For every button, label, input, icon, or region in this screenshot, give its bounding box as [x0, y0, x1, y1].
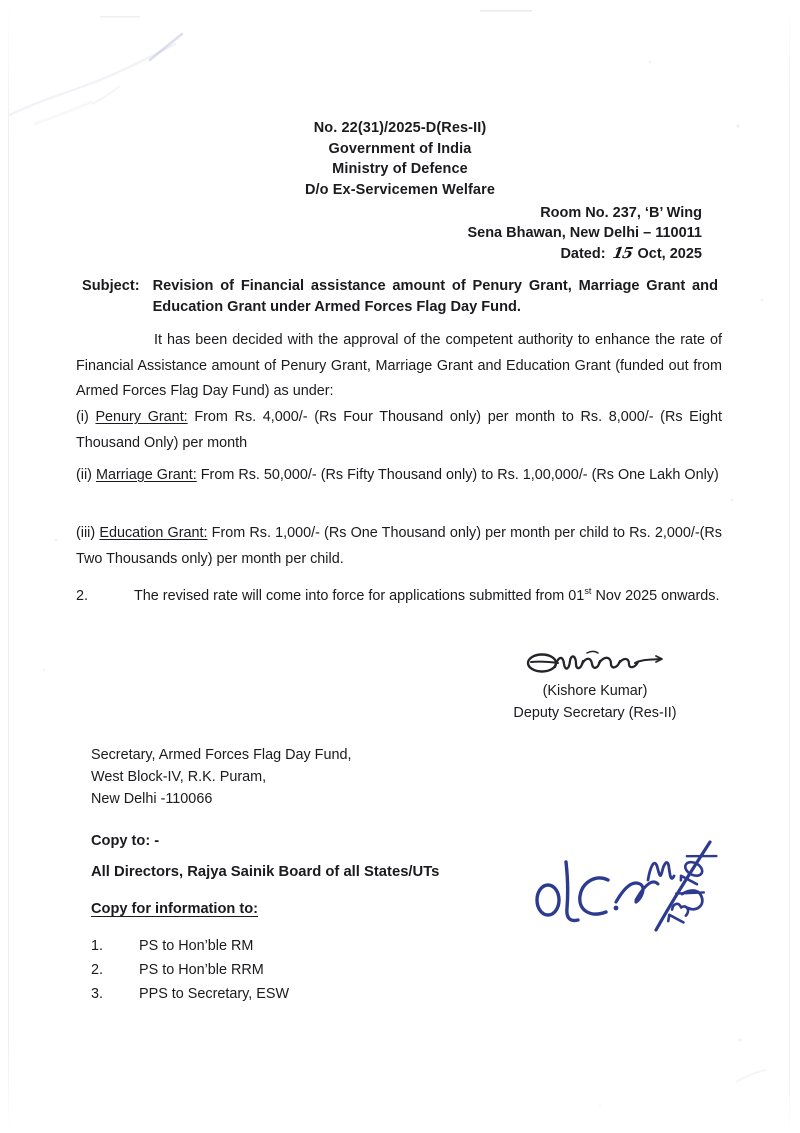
list-item: [91, 934, 289, 958]
grant-detail: From Rs. 50,000/- (Rs Fifty Thousand only) to Rs. 1,00,000/- (Rs One Lakh Only): [196, 467, 719, 483]
addressee-block: [91, 744, 351, 810]
subject-label: Subject:: [82, 278, 140, 294]
dated-line: [467, 243, 702, 264]
clause-number: 2.: [76, 588, 89, 604]
intro-paragraph-text: It has been decided with the approval of the competent authority to enhance the rate of Financial Assistance amount of Penury Grant, Marriage Grant and Education Grant (funded out from Armed Forces Flag Day Fund) as under:: [76, 332, 722, 399]
grant-title: Penury Grant:: [95, 409, 188, 425]
grant-item-penury: [76, 405, 722, 456]
ministry-name: Ministry of Defence: [332, 161, 468, 177]
dated-month-year: Oct, 2025: [637, 246, 702, 262]
scan-artifact-dust: [90, 0, 730, 70]
department-name: D/o Ex-Servicemen Welfare: [304, 181, 495, 198]
signature-block: [480, 648, 710, 724]
subject-text: Revision of Financial assistance amount of Penury Grant, Marriage Grant and Education Grant under Armed Forces Flag Day Fund.: [152, 278, 718, 315]
grant-title: Marriage Grant:: [95, 467, 197, 483]
signatory-name: (Kishore Kumar): [542, 683, 648, 699]
building-address: Sena Bhawan, New Delhi – 110011: [467, 225, 702, 241]
sender-address-block: [467, 203, 702, 264]
grant-detail: From Rs. 1,000/- (Rs One Thousand only) per month per child to Rs. 2,000/-(Rs Two Thousands only) per month per child.: [76, 525, 723, 567]
copy-for-information-list: [91, 934, 289, 1006]
letterhead: [0, 118, 800, 200]
list-item-text: PS to Hon’ble RRM: [139, 962, 264, 978]
grant-item-education: [76, 521, 722, 572]
clause-superscript: st: [584, 586, 592, 597]
clause-text-before: The revised rate will come into force for applications submitted from 01: [134, 588, 585, 604]
list-item: [91, 958, 289, 982]
list-item: [91, 982, 289, 1006]
intro-paragraph: [76, 328, 722, 405]
clause-2: [76, 584, 722, 610]
handwritten-signature-blue: [524, 836, 724, 948]
scan-artifact-bottom: [560, 1010, 790, 1130]
grant-detail: From Rs. 4,000/- (Rs Four Thousand only) per month to Rs. 8,000/- (Rs Eight Thousand Only) per month: [76, 409, 722, 451]
addressee-line-2: West Block-IV, R.K. Puram,: [91, 769, 267, 785]
list-item-index: 3.: [91, 986, 104, 1002]
grant-item-marriage: [76, 463, 722, 489]
dated-label: Dated:: [560, 246, 606, 262]
handwritten-signature-officer: [480, 648, 710, 678]
addressee-line-1: Secretary, Armed Forces Flag Day Fund,: [91, 747, 352, 763]
handwritten-date-day: 15: [610, 243, 634, 263]
room-number: Room No. 237, ‘B’ Wing: [540, 205, 702, 221]
list-item-text: PPS to Secretary, ESW: [139, 986, 290, 1002]
list-item-index: 2.: [91, 962, 104, 978]
copy-to-recipient: All Directors, Rajya Sainik Board of all States/UTs: [91, 864, 440, 880]
grant-marker: (iii): [76, 525, 96, 541]
government-name: Government of India: [328, 140, 472, 157]
copy-to-label: Copy to: -: [91, 833, 160, 849]
signatory-designation: Deputy Secretary (Res-II): [513, 705, 677, 721]
addressee-line-3: New Delhi -110066: [91, 791, 213, 807]
grant-marker: (i): [76, 409, 89, 425]
grant-title: Education Grant:: [99, 525, 208, 541]
subject-row: [82, 276, 718, 318]
reference-number: No. 22(31)/2025-D(Res-II): [313, 120, 487, 136]
clause-text-after: Nov 2025 onwards.: [591, 588, 720, 604]
list-item-text: PS to Hon’ble RM: [139, 938, 254, 954]
copy-for-information-label: Copy for information to:: [91, 901, 258, 917]
grant-marker: (ii): [76, 467, 92, 483]
list-item-index: 1.: [91, 938, 104, 954]
